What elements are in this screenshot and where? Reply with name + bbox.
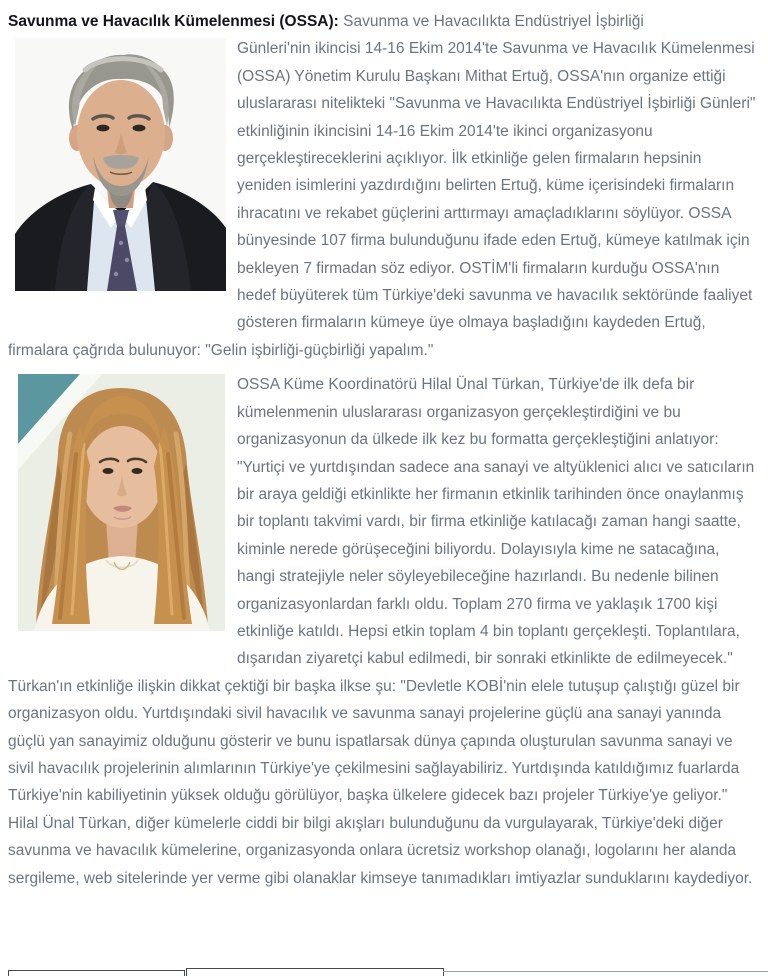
cutoff-table-fragment	[0, 964, 768, 976]
paragraph-1	[8, 35, 758, 364]
paragraph-2-text: OSSA Küme Koordinatörü Hilal Ünal Türkan, Türkiye'de ilk defa bir kümelenmenin uluslararası organizasyon gerçekleştirdiğini ve bu organizasyonun da ülkede ilk kez bu formatta gerçekleştiğini anlatıyor: "Yurtiçi ve yurtdışından sadece ana sanayi ve altyüklenici alıcı ve satıcıların bir araya geldiği etkinlikte her firmanın etkinlik tarihinden önce onaylanmış bir toplantı takvimi vardı, bir firma etkinliğe katılacağı zaman hangi saatte, kiminle nerede görüşeceğini biliyordu. Dolayısıyla kime ne satacağına, hangi stratejiyle neler söyleyebileceğine hazırlandı. Bu nedenle bilinen organizasyonlardan farklı oldu. Toplam 270 firma ve yaklaşık 1700 kişi etkinliğe katıldı. Hepsi etkin toplam 4 bin toplantı gerçekleşti. Toplantılara, dışarıdan ziyaretçi kabul edilmedi, bir sonraki etkinlikte de edilmeyecek." Türkan'ın etkinliğe ilişkin dikkat çektiği bir başka ilkse şu: "Devletle KOBİ'nin elele tutuşup çalıştığı güzel bir organizasyon oldu. Yurtdışındaki sivil havacılık ve savunma sanayi projelerine güçlü ana sanayi yanında güçlü yan sanayimiz olduğunu gösterir ve bunu ispatlarsak dünya çapında oluşturulan savunma sanayi ve sivil havacılık projelerinin alımlarının Türkiye'ye çekilmesini sağlayabiliriz. Yurtdışında katıldığımız fuarlarda Türkiye'nin kabiliyetinin yüksek olduğu görülüyor, başka ülkelere gidecek bazı projeler Türkiye'ye geliyor." Hilal Ünal Türkan, diğer kümelerle ciddi bir bilgi akışları bulunduğunu da vurgulayarak, Türkiye'deki diğer savunma ve havacılık kümelerine, organizasyonda onlara ücretsiz workshop olanağı, logolarını her alanda sergileme, web sitelerinde yer verme gibi olanaklar kimseye tanımadıkları imtiyazlar sunduklarını kaydediyor.	[8, 376, 755, 887]
article-lead-rest: Savunma ve Havacılıkta Endüstriyel İşbirliği	[338, 13, 644, 30]
paragraph-1-text: Günleri'nin ikincisi 14-16 Ekim 2014'te Savunma ve Havacılık Kümelenmesi (OSSA) Yönetim Kurulu Başkanı Mithat Ertuğ, OSSA'nın organize ettiği uluslararası nitelikteki "Savunma ve Havacılıkta Endüstriyel İşbirliği Günleri" etkinliğinin ikincisini 14-16 Ekim 2014'te ikinci organizasyonu gerçekleştireceklerini açıklıyor. İlk etkinliğe gelen firmaların hepsinin yeniden isimlerini yazdırdığını belirten Ertuğ, küme içerisindeki firmaların ihracatını ve rekabet güçlerini arttırmayı amaçladıklarını söylüyor. OSSA bünyesinde 107 firma bulunduğunu ifade eden Ertuğ, kümeye katılmak için bekleyen 7 firmadan söz ediyor. OSTİM'li firmaların kurduğu OSSA'nın hedef büyüterek tüm Türkiye'deki savunma ve havacılık sektöründe faaliyet gösteren firmaların kümeye üye olmaya başladığını kaydeden Ertuğ, firmalara çağrıda bulunuyor: "Gelin işbirliği-güçbirliği yapalım."	[8, 40, 756, 359]
paragraph-2	[8, 371, 758, 892]
table-cell-1	[8, 970, 185, 976]
portrait-photo-man	[15, 38, 226, 291]
article-title-bold: Savunma ve Havacılık Kümelenmesi (OSSA):	[8, 13, 339, 30]
man-portrait-illustration	[15, 38, 226, 291]
article-lead-line	[8, 8, 758, 35]
table-cell-2	[186, 968, 444, 976]
table-border-line	[443, 971, 768, 976]
woman-portrait-illustration	[18, 374, 225, 631]
portrait-photo-woman	[18, 374, 225, 631]
